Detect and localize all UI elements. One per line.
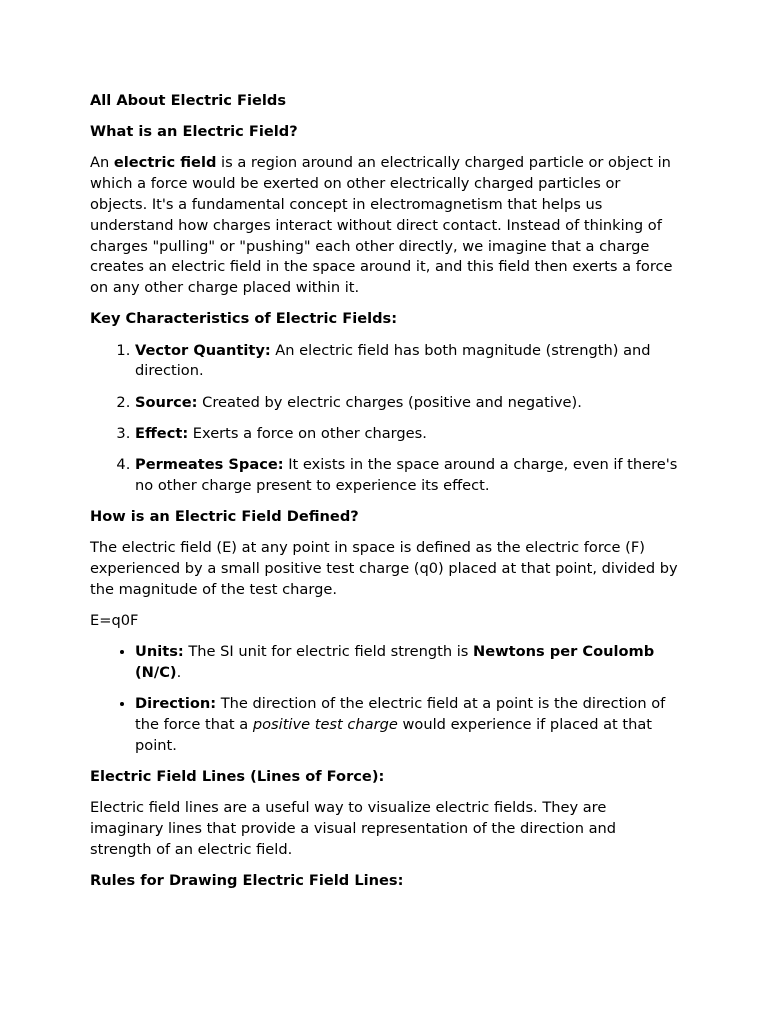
units-strong: Newtons per Coulomb (N/C) <box>135 643 655 681</box>
list-item-label: Source: <box>135 393 198 411</box>
definition-pre: An <box>90 154 114 172</box>
list-item-text: Exerts a force on other charges. <box>188 424 427 442</box>
list-item-direction <box>135 694 678 756</box>
list-item <box>135 341 678 383</box>
direction-label: Direction: <box>135 695 217 713</box>
paragraph-field-lines: Electric field lines are a useful way to visualize electric fields. They are imaginary lines that provide a visual representation of the direction and strength of an electric field. <box>90 798 617 858</box>
paragraph-field-definition: The electric field (E) at any point in space is defined as the electric force (F) experienced by a small positive test charge (q0) placed at that point, divided by the magnitude of the test charge. <box>90 539 678 598</box>
characteristics-list <box>90 341 678 497</box>
list-item-text: An electric field has both magnitude (strength) and direction. <box>135 341 651 380</box>
list-item-label: Vector Quantity: <box>135 341 271 359</box>
list-item <box>135 455 678 497</box>
units-label: Units: <box>135 643 184 661</box>
heading-field-lines: Electric Field Lines (Lines of Force): <box>90 767 385 785</box>
definition-bullets <box>90 642 678 756</box>
heading-characteristics: Key Characteristics of Electric Fields: <box>90 310 398 328</box>
direction-pre: The direction of the electric field at a point is the direction of the force that a <box>135 695 666 733</box>
list-item-text: It exists in the space around a charge, even if there's no other charge present to experience its effect. <box>135 455 678 494</box>
list-item-text: Created by electric charges (positive and negative). <box>197 393 582 411</box>
units-post: . <box>176 663 182 681</box>
definition-post: is a region around an electrically charged particle or object in which a force would be exerted on other electrically charged particles or objects. It's a fundamental concept in electromagnetism that helps us understand how charges interact without direct contact. Instead of thinking of charges "pulling" or "pushing" each other directly, we imagine that a charge creates an electric field in the space around it, and this field then exerts a force on any other charge placed within it. <box>90 154 673 297</box>
list-item-units <box>135 642 678 684</box>
list-item-label: Effect: <box>135 424 189 442</box>
heading-rules: Rules for Drawing Electric Field Lines: <box>90 871 404 889</box>
units-pre: The SI unit for electric field strength is <box>183 643 474 661</box>
paragraph-definition <box>90 153 678 299</box>
list-item-label: Permeates Space: <box>135 455 284 473</box>
heading-what-is: What is an Electric Field? <box>90 123 298 141</box>
list-item <box>135 393 678 414</box>
formula: E=q0F <box>90 611 139 629</box>
list-item <box>135 424 678 445</box>
direction-em: positive test charge <box>252 715 398 733</box>
document-title: All About Electric Fields <box>90 92 287 109</box>
direction-post: would experience if placed at that point. <box>135 715 653 754</box>
definition-term: electric field <box>113 154 217 172</box>
heading-defined: How is an Electric Field Defined? <box>90 507 359 525</box>
